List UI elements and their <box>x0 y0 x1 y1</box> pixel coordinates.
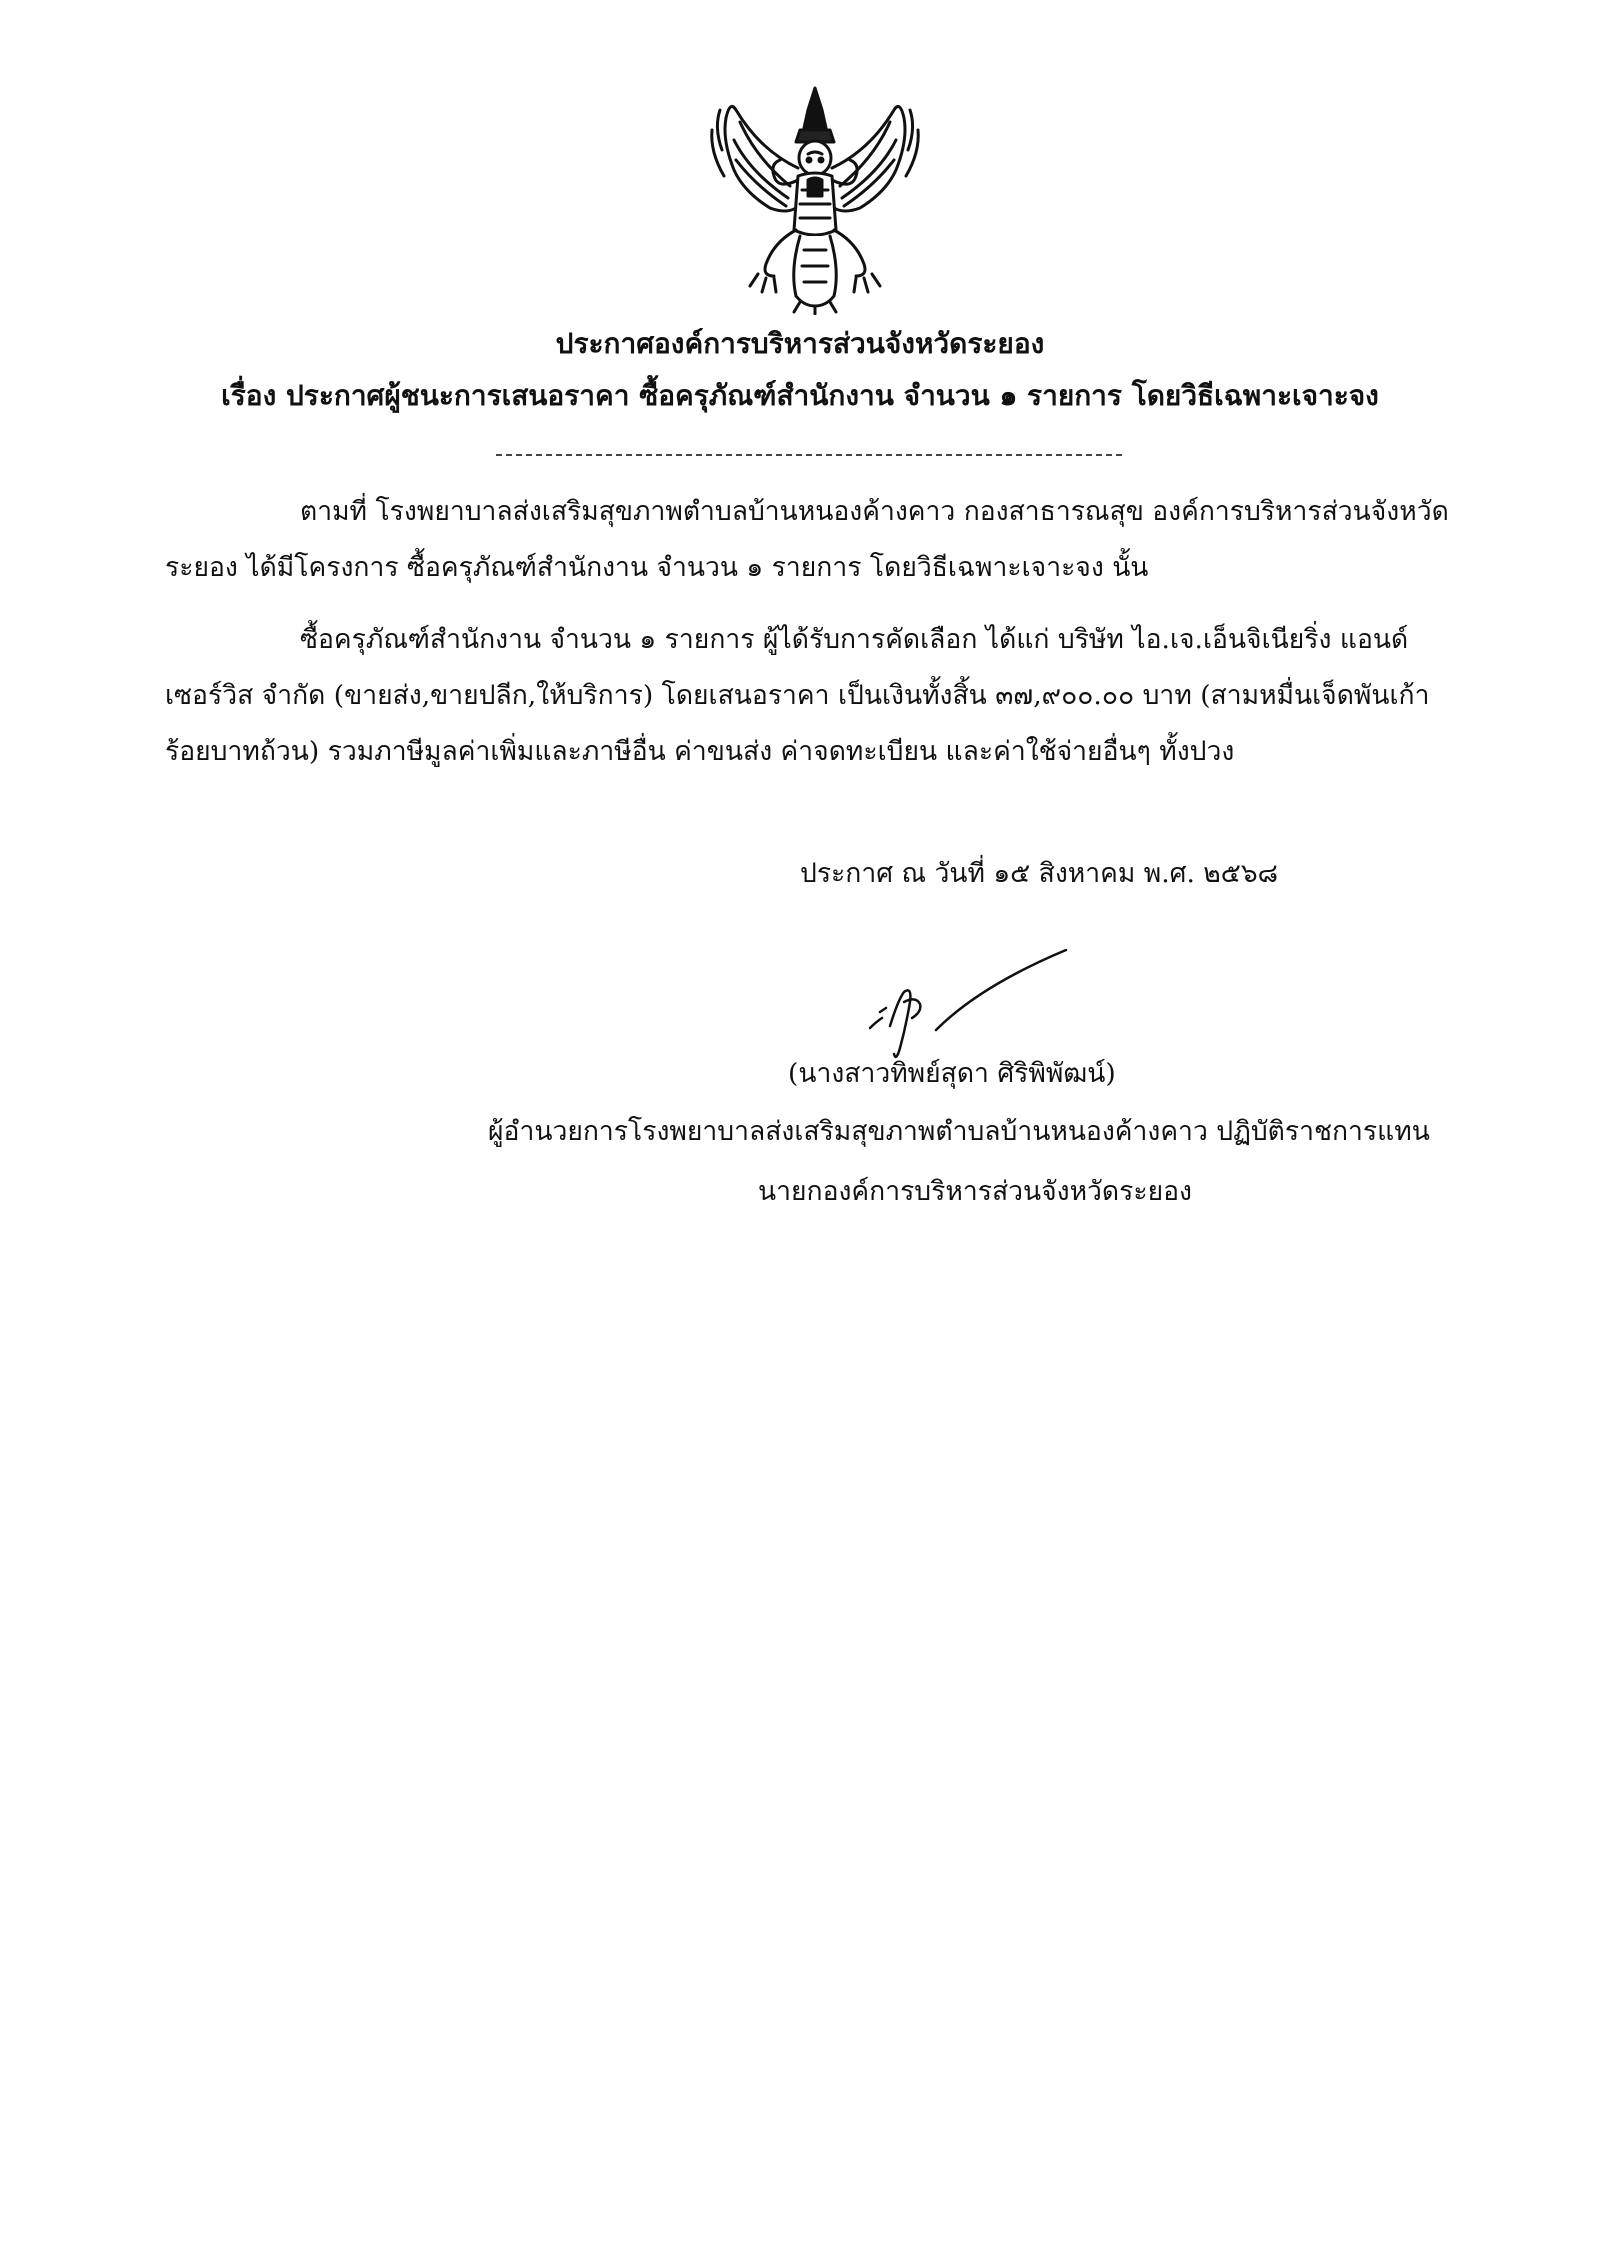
garuda-emblem-icon <box>700 80 930 315</box>
announcement-title: ประกาศองค์การบริหารส่วนจังหวัดระยอง <box>555 327 1045 360</box>
signatory-name: (นางสาวทิพย์สุดา ศิริพิพัฒน์) <box>788 1058 1116 1089</box>
announcement-subject: เรื่อง ประกาศผู้ชนะการเสนอราคา ซื้อครุภัณฑ์สำนักงาน จำนวน ๑ รายการ โดยวิธีเฉพาะเจาะจง <box>221 379 1379 412</box>
announcement-date: ประกาศ ณ วันที่ ๑๕ สิงหาคม พ.ศ. ๒๕๖๘ <box>800 858 1279 889</box>
divider <box>496 454 1122 456</box>
signatory-position: ผู้อำนวยการโรงพยาบาลส่งเสริมสุขภาพตำบลบ้านหนองค้างคาว ปฏิบัติราชการแทน <box>488 1116 1430 1147</box>
body-line-2: ระยอง ได้มีโครงการ ซื้อครุภัณฑ์สำนักงาน จำนวน ๑ รายการ โดยวิธีเฉพาะเจาะจง นั้น <box>165 552 1149 583</box>
signature-icon <box>860 930 1080 1070</box>
body-line-1: ตามที่ โรงพยาบาลส่งเสริมสุขภาพตำบลบ้านหนองค้างคาว กองสาธารณสุข องค์การบริหารส่วนจังหวัด <box>300 496 1449 527</box>
body-line-3: ซื้อครุภัณฑ์สำนักงาน จำนวน ๑ รายการ ผู้ได้รับการคัดเลือก ได้แก่ บริษัท ไอ.เจ.เอ็นจิเนียริ่ง แอนด์ <box>300 624 1409 655</box>
body-line-4: เซอร์วิส จำกัด (ขายส่ง,ขายปลีก,ให้บริการ) โดยเสนอราคา เป็นเงินทั้งสิ้น ๓๗,๙๐๐.๐๐ บาท (สามหมื่นเจ็ดพันเก้า <box>165 680 1430 711</box>
body-line-5: ร้อยบาทถ้วน) รวมภาษีมูลค่าเพิ่มและภาษีอื่น ค่าขนส่ง ค่าจดทะเบียน และค่าใช้จ่ายอื่นๆ ทั้งปวง <box>165 736 1235 767</box>
signatory-organization: นายกองค์การบริหารส่วนจังหวัดระยอง <box>758 1176 1192 1207</box>
